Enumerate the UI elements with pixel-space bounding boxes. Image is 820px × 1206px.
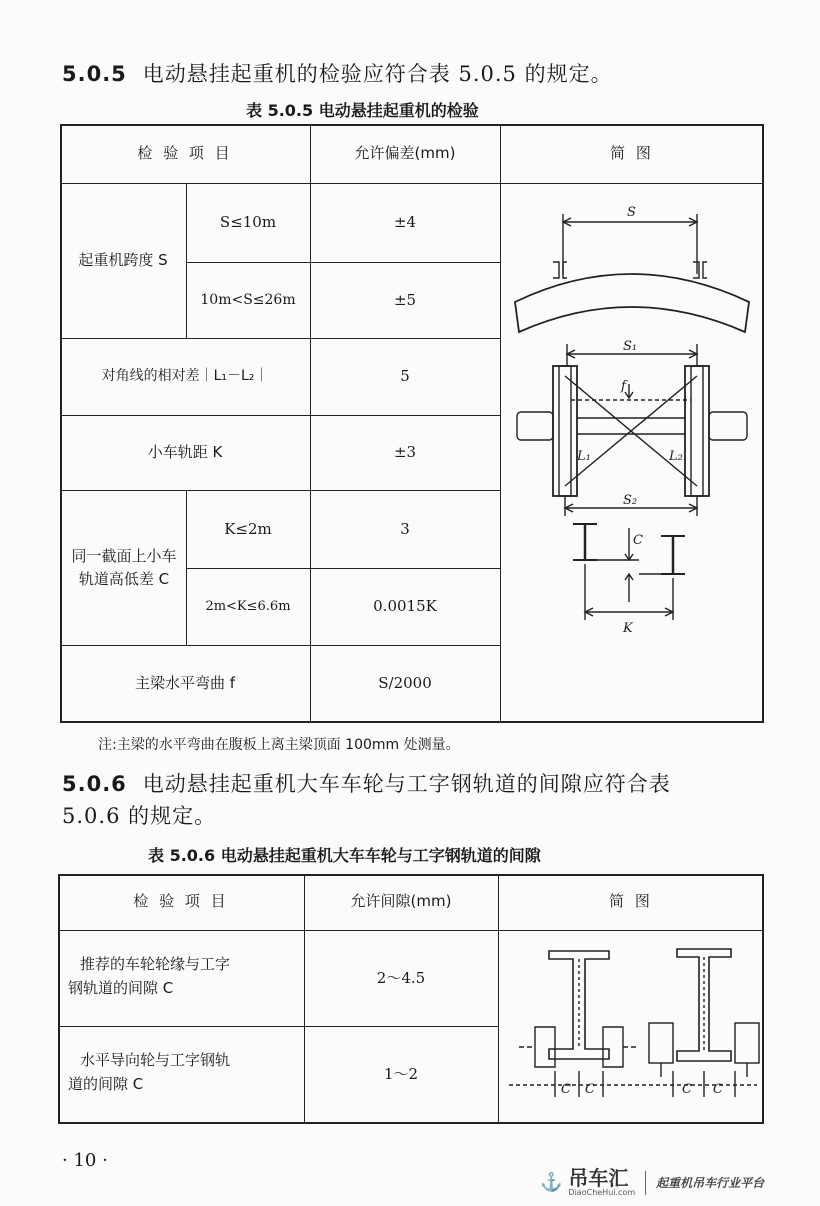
height-val-1: 3 bbox=[400, 519, 410, 538]
section-5-0-6-line2: 5.0.6 的规定。 bbox=[62, 804, 217, 828]
logo-name: 吊车汇 bbox=[568, 1166, 629, 1190]
gap-row-1-label-line1: 推荐的车轮轮缘与工字 bbox=[80, 955, 231, 973]
span-val-2: ±5 bbox=[393, 290, 417, 309]
header-inspection-item: 检 验 项 目 bbox=[137, 143, 233, 162]
gap-diagram-label-c4: C bbox=[713, 1082, 723, 1097]
gap-row-2-label-line1: 水平导向轮与工字钢轨 bbox=[80, 1051, 231, 1069]
gap-row-2-val: 1～2 bbox=[383, 1064, 419, 1083]
logo-url: DiaoCheHui.com bbox=[568, 1188, 636, 1197]
diagram-label-s2: S₂ bbox=[623, 493, 638, 508]
diagram-label-l1: L₁ bbox=[577, 449, 591, 464]
diagonal-val: 5 bbox=[400, 367, 410, 386]
gap-diagram-label-c2: C bbox=[585, 1082, 595, 1097]
header2-inspection-item: 检 验 项 目 bbox=[133, 892, 229, 911]
header-diagram: 简 图 bbox=[610, 143, 654, 162]
diagram-label-l2: L₂ bbox=[669, 449, 683, 464]
height-val-2: 0.0015K bbox=[373, 597, 437, 616]
diagram-label-s1: S₁ bbox=[623, 339, 638, 354]
bend-val: S/2000 bbox=[378, 673, 432, 692]
crane-hook-icon: ⚓ bbox=[540, 1172, 563, 1193]
gap-row-2-label bbox=[68, 1048, 298, 1096]
span-val-1: ±4 bbox=[393, 213, 417, 232]
trolley-gauge-val: ±3 bbox=[393, 443, 417, 462]
height-diff-label: 同一截面上小车轨道高低差 C bbox=[71, 546, 177, 588]
watermark-logo bbox=[540, 1168, 764, 1197]
diagram-label-k: K bbox=[623, 621, 633, 636]
section-number: 5.0.6 bbox=[62, 772, 127, 796]
table-5-0-5 bbox=[60, 124, 764, 723]
wheel-gap-diagram bbox=[499, 931, 762, 1122]
height-cond-1: K≤2m bbox=[224, 519, 272, 538]
trolley-gauge-label: 小车轨距 K bbox=[147, 443, 223, 462]
section-text-line1: 电动悬挂起重机大车车轮与工字钢轨道的间隙应符合表 bbox=[142, 772, 671, 796]
gap-row-2-label-line2: 道的间隙 C bbox=[68, 1075, 144, 1093]
header-allowable-deviation: 允许偏差(mm) bbox=[354, 143, 456, 162]
span-cond-1: S≤10m bbox=[219, 213, 277, 232]
diagram-label-f: f bbox=[621, 379, 626, 394]
table-5-0-6-title: 表 5.0.6 电动悬挂起重机大车车轮与工字钢轨道的间隙 bbox=[148, 846, 541, 865]
gap-diagram-label-c3: C bbox=[682, 1082, 692, 1097]
span-label: 起重机跨度 S bbox=[78, 251, 168, 270]
bend-label: 主梁水平弯曲 f bbox=[134, 673, 236, 692]
table-5-0-5-title: 表 5.0.5 电动悬挂起重机的检验 bbox=[246, 101, 479, 120]
gap-row-1-val: 2～4.5 bbox=[376, 968, 426, 987]
section-5-0-5-heading bbox=[62, 58, 613, 88]
logo-slogan: 起重机吊车行业平台 bbox=[656, 1176, 765, 1190]
span-cond-2: 10m<S≤26m bbox=[200, 291, 296, 308]
gap-row-1-label bbox=[68, 952, 298, 1000]
diagonal-label: 对角线的相对差｜L₁－L₂｜ bbox=[101, 368, 269, 385]
section-text: 电动悬挂起重机的检验应符合表 5.0.5 的规定。 bbox=[142, 62, 613, 86]
diagram-label-s: S bbox=[627, 205, 636, 220]
page-number: · 10 · bbox=[62, 1150, 108, 1171]
section-number: 5.0.5 bbox=[62, 62, 127, 86]
table-5-0-6 bbox=[58, 874, 764, 1124]
crane-inspection-diagram bbox=[501, 184, 762, 721]
section-5-0-6-heading bbox=[62, 768, 671, 798]
header2-allowable-gap: 允许间隙(mm) bbox=[350, 892, 452, 911]
gap-row-1-label-line2: 钢轨道的间隙 C bbox=[68, 979, 174, 997]
header2-diagram: 简 图 bbox=[609, 892, 653, 911]
gap-diagram-label-c1: C bbox=[561, 1082, 571, 1097]
table-note: 注:主梁的水平弯曲在腹板上离主梁顶面 100mm 处测量。 bbox=[98, 737, 460, 753]
logo-text bbox=[568, 1168, 635, 1197]
diagram-label-c: C bbox=[633, 533, 643, 548]
height-cond-2: 2m<K≤6.6m bbox=[205, 598, 291, 614]
